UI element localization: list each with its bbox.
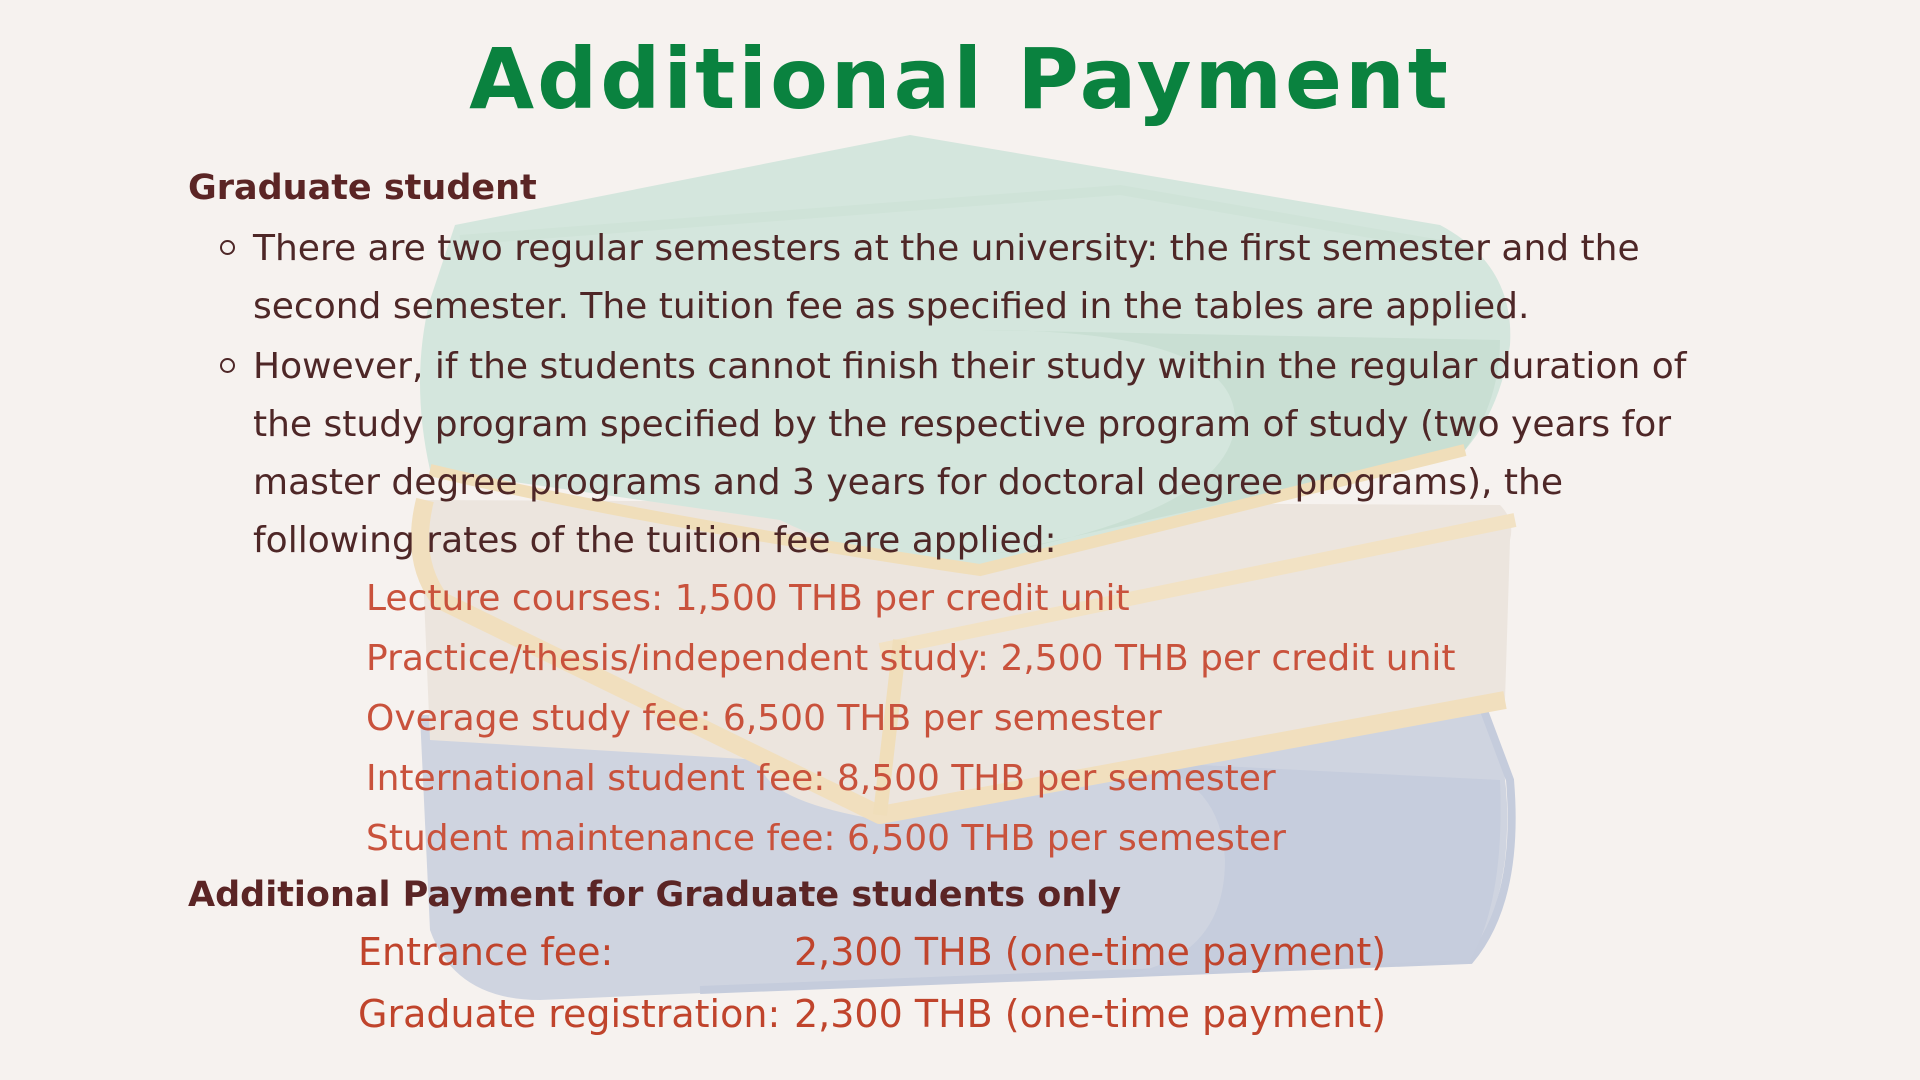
fee-amount: 2,300 THB (one-time payment) xyxy=(794,930,1387,974)
fee-amount: 2,300 THB (one-time payment) xyxy=(794,992,1387,1036)
rate-student-maintenance: Student maintenance fee: 6,500 THB per semester xyxy=(366,818,1286,859)
rate-lecture-courses: Lecture courses: 1,500 THB per credit unit xyxy=(366,578,1130,619)
rate-international-student: International student fee: 8,500 THB per semester xyxy=(366,758,1276,799)
bullet-text: There are two regular semesters at the university: the first semester and the second semester. The tuition fee as specified in the tables are applied. xyxy=(253,228,1640,327)
bullet-circle-icon xyxy=(220,358,235,373)
graduate-student-heading: Graduate student xyxy=(188,168,537,208)
additional-payment-heading: Additional Payment for Graduate students only xyxy=(188,875,1122,915)
page-title: Additional Payment xyxy=(469,30,1451,128)
rate-practice-thesis: Practice/thesis/independent study: 2,500 THB per credit unit xyxy=(366,638,1456,679)
bullet-circle-icon xyxy=(220,240,235,255)
bullet-text: However, if the students cannot finish their study within the regular duration of the study program specified by the respective program of study (two years for master degree programs and 3 years for doctoral degree programs), the following rates of the tuition fee are applied: xyxy=(253,346,1687,561)
fee-label: Entrance fee: xyxy=(358,930,614,974)
rate-overage-study: Overage study fee: 6,500 THB per semester xyxy=(366,698,1162,739)
fee-label: Graduate registration: xyxy=(358,992,781,1036)
